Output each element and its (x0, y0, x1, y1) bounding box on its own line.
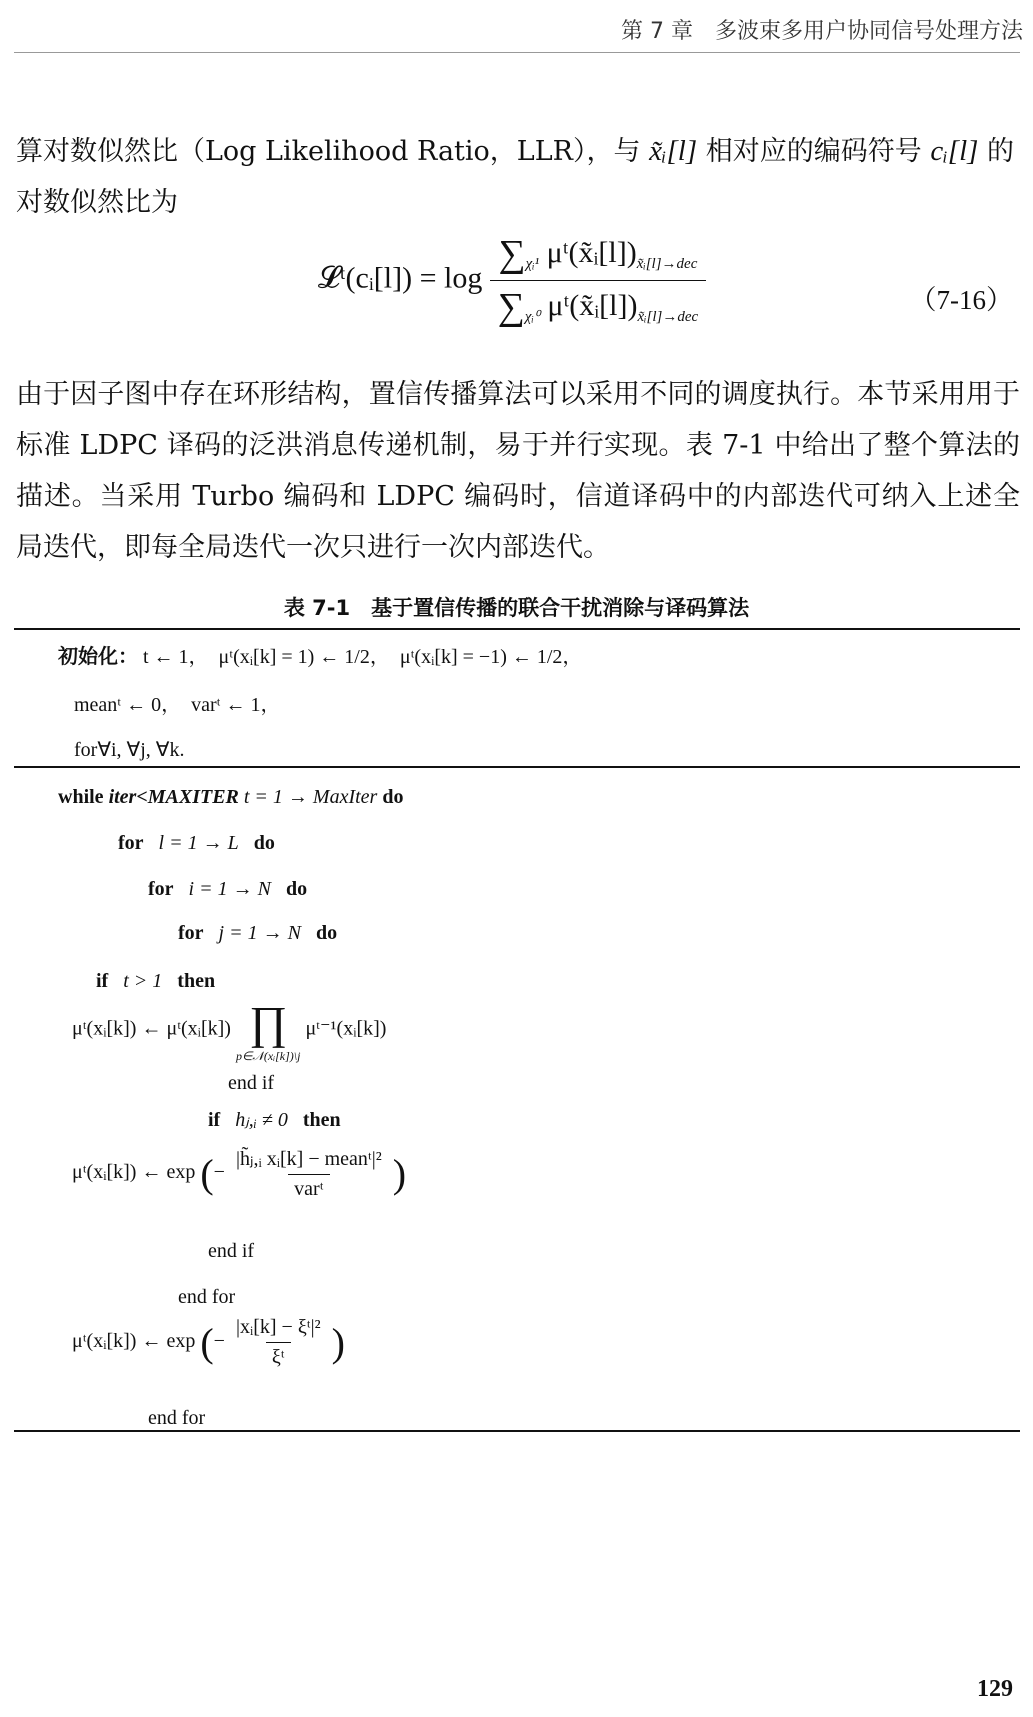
msg1-rhs: ← μᵗ(xᵢ[k]) (141, 1017, 231, 1040)
var-x-tilde: x̃ᵢ[l] (649, 135, 698, 167)
msg3-lhs: μᵗ(xᵢ[k]) ← exp (72, 1330, 196, 1353)
message-update-1 (72, 996, 386, 1064)
while-line (58, 786, 403, 809)
table-title: 表 7-1 基于置信传播的联合干扰消除与译码算法 (283, 596, 750, 620)
product-index: p∈𝒩(xᵢ[k])\j (235, 1049, 301, 1063)
paren-open-3: ( (200, 1320, 214, 1365)
numerator-sum-index: χᵢ¹ (525, 256, 540, 272)
msg2-fraction (230, 1146, 388, 1201)
product-symbol: ∏ (249, 997, 288, 1048)
msg2-lhs: μᵗ(xᵢ[k]) ← exp (72, 1161, 196, 1184)
for-l-line (118, 832, 275, 855)
init-line-1 (58, 640, 582, 669)
end-for-1: end for (178, 1286, 236, 1308)
paragraph-llr-intro (16, 126, 1020, 228)
para1-text-c: 的 (987, 136, 1015, 167)
denominator-term: μᵗ(x̃ᵢ[l]) (547, 289, 638, 322)
denominator-sub: x̃ᵢ[l]→dec (637, 309, 699, 325)
message-update-2: μᵗ(xᵢ[k]) ← exp (− |h̃ⱼ,ᵢ xᵢ[k] − meanᵗ|² varᵗ ) (72, 1148, 407, 1200)
for-l-do: do (253, 832, 275, 854)
for-l-range: l = 1 → L (158, 832, 239, 854)
message-update-3: μᵗ(xᵢ[k]) ← exp (− $\frac{\text{|xᵢ[k] − ξᵗ|²}}{\text{ξᵗ}}$ ) (72, 1316, 345, 1368)
init-line-2: meanᵗ ← 0， varᵗ ← 1， (74, 694, 281, 716)
equation-7-16 (318, 232, 706, 329)
for-j-range: j = 1 → N (218, 922, 301, 944)
msg2-numerator: |h̃ⱼ,ᵢ xᵢ[k] − meanᵗ|² (235, 1148, 382, 1170)
while-range: t = 1 → MaxIter (243, 786, 378, 808)
para1-line2: 对数似然比为 (16, 187, 178, 218)
para1-text-a: 算对数似然比（Log Likelihood Ratio，LLR），与 (16, 136, 641, 167)
equation-lhs: 𝓛ᵗ(cᵢ[l]) = log (318, 261, 483, 295)
for-i-range: i = 1 → N (188, 878, 271, 900)
paren-close-3: ) (331, 1320, 345, 1365)
if-t-keyword: if (96, 970, 109, 992)
page-number: 129 (977, 1676, 1013, 1702)
sum-symbol-numerator: ∑ (498, 233, 526, 275)
paren-close: ) (392, 1151, 407, 1196)
table-top-rule (14, 628, 1020, 630)
denominator-sum-index: χᵢ⁰ (524, 309, 540, 325)
msg3-numerator: |xᵢ[k] − ξᵗ|² (235, 1316, 321, 1338)
if-h-line (208, 1107, 341, 1132)
msg1-lhs: μᵗ(xᵢ[k]) (72, 1017, 137, 1040)
var-c: cᵢ[l] (930, 135, 979, 167)
equation-number: （7-16） (909, 285, 1013, 315)
msg1-product-term: μᵗ⁻¹(xᵢ[k]) (305, 1017, 387, 1040)
msg3-fraction (230, 1316, 327, 1369)
end-for-2: end for (148, 1407, 206, 1429)
for-j-keyword: for (178, 922, 204, 944)
header-chapter: 第 7 章 (620, 19, 693, 44)
paren-open: ( (200, 1151, 214, 1196)
for-l-keyword: for (118, 832, 144, 854)
if-h-condition: hⱼ,ᵢ ≠ 0 (235, 1109, 288, 1131)
equation-numerator (491, 232, 706, 280)
init-line1-text: t ← 1， μᵗ(xᵢ[k] = 1) ← 1/2， μᵗ(xᵢ[k] = −1) ← 1/2， (143, 646, 583, 668)
equation-denominator (490, 280, 706, 329)
if-t-line (96, 970, 215, 993)
msg3-denominator: ξᵗ (266, 1342, 291, 1369)
running-header (621, 14, 1023, 45)
equation-fraction (490, 232, 706, 329)
header-title: 多波束多用户协同信号处理方法 (714, 19, 1023, 44)
if-t-condition: t > 1 (123, 970, 163, 992)
if-t-then: then (177, 970, 216, 992)
numerator-sub: x̃ᵢ[l]→dec (636, 256, 698, 272)
table-bottom-rule (14, 1430, 1020, 1432)
numerator-term: μᵗ(x̃ᵢ[l]) (546, 236, 637, 269)
while-keyword: while (58, 786, 104, 808)
for-j-line (178, 922, 337, 945)
init-line-3: for∀i, ∀j, ∀k. (74, 739, 185, 761)
sum-symbol-denominator: ∑ (497, 286, 525, 328)
table-mid-rule (14, 766, 1020, 768)
for-j-do: do (315, 922, 338, 944)
para1-text-b: 相对应的编码符号 (705, 136, 922, 167)
while-do: do (382, 786, 404, 808)
for-i-line (148, 878, 307, 901)
init-label: 初始化： (58, 644, 138, 668)
for-i-keyword: for (148, 878, 174, 900)
header-rule (14, 52, 1020, 53)
end-if-1: end if (228, 1072, 275, 1094)
end-if-2: end if (208, 1240, 255, 1262)
while-condition: iter<MAXITER (108, 786, 239, 808)
product-operator (236, 996, 301, 1064)
msg2-denominator: varᵗ (288, 1174, 329, 1201)
if-h-then: then (302, 1109, 341, 1131)
paragraph-scheduling: 由于因子图中存在环形结构，置信传播算法可以采用不同的调度执行。本节采用用于标准 LDPC 译码的泛洪消息传递机制，易于并行实现。表 7-1 中给出了整个算法的描述。当采用 Turbo 编码和 LDPC 编码时，信道译码中的内部迭代可纳入上述全局迭代，即每全局迭代一次只进行一次内部迭代。 (16, 379, 1020, 563)
for-i-do: do (285, 878, 308, 900)
if-h-keyword: if (208, 1109, 221, 1131)
